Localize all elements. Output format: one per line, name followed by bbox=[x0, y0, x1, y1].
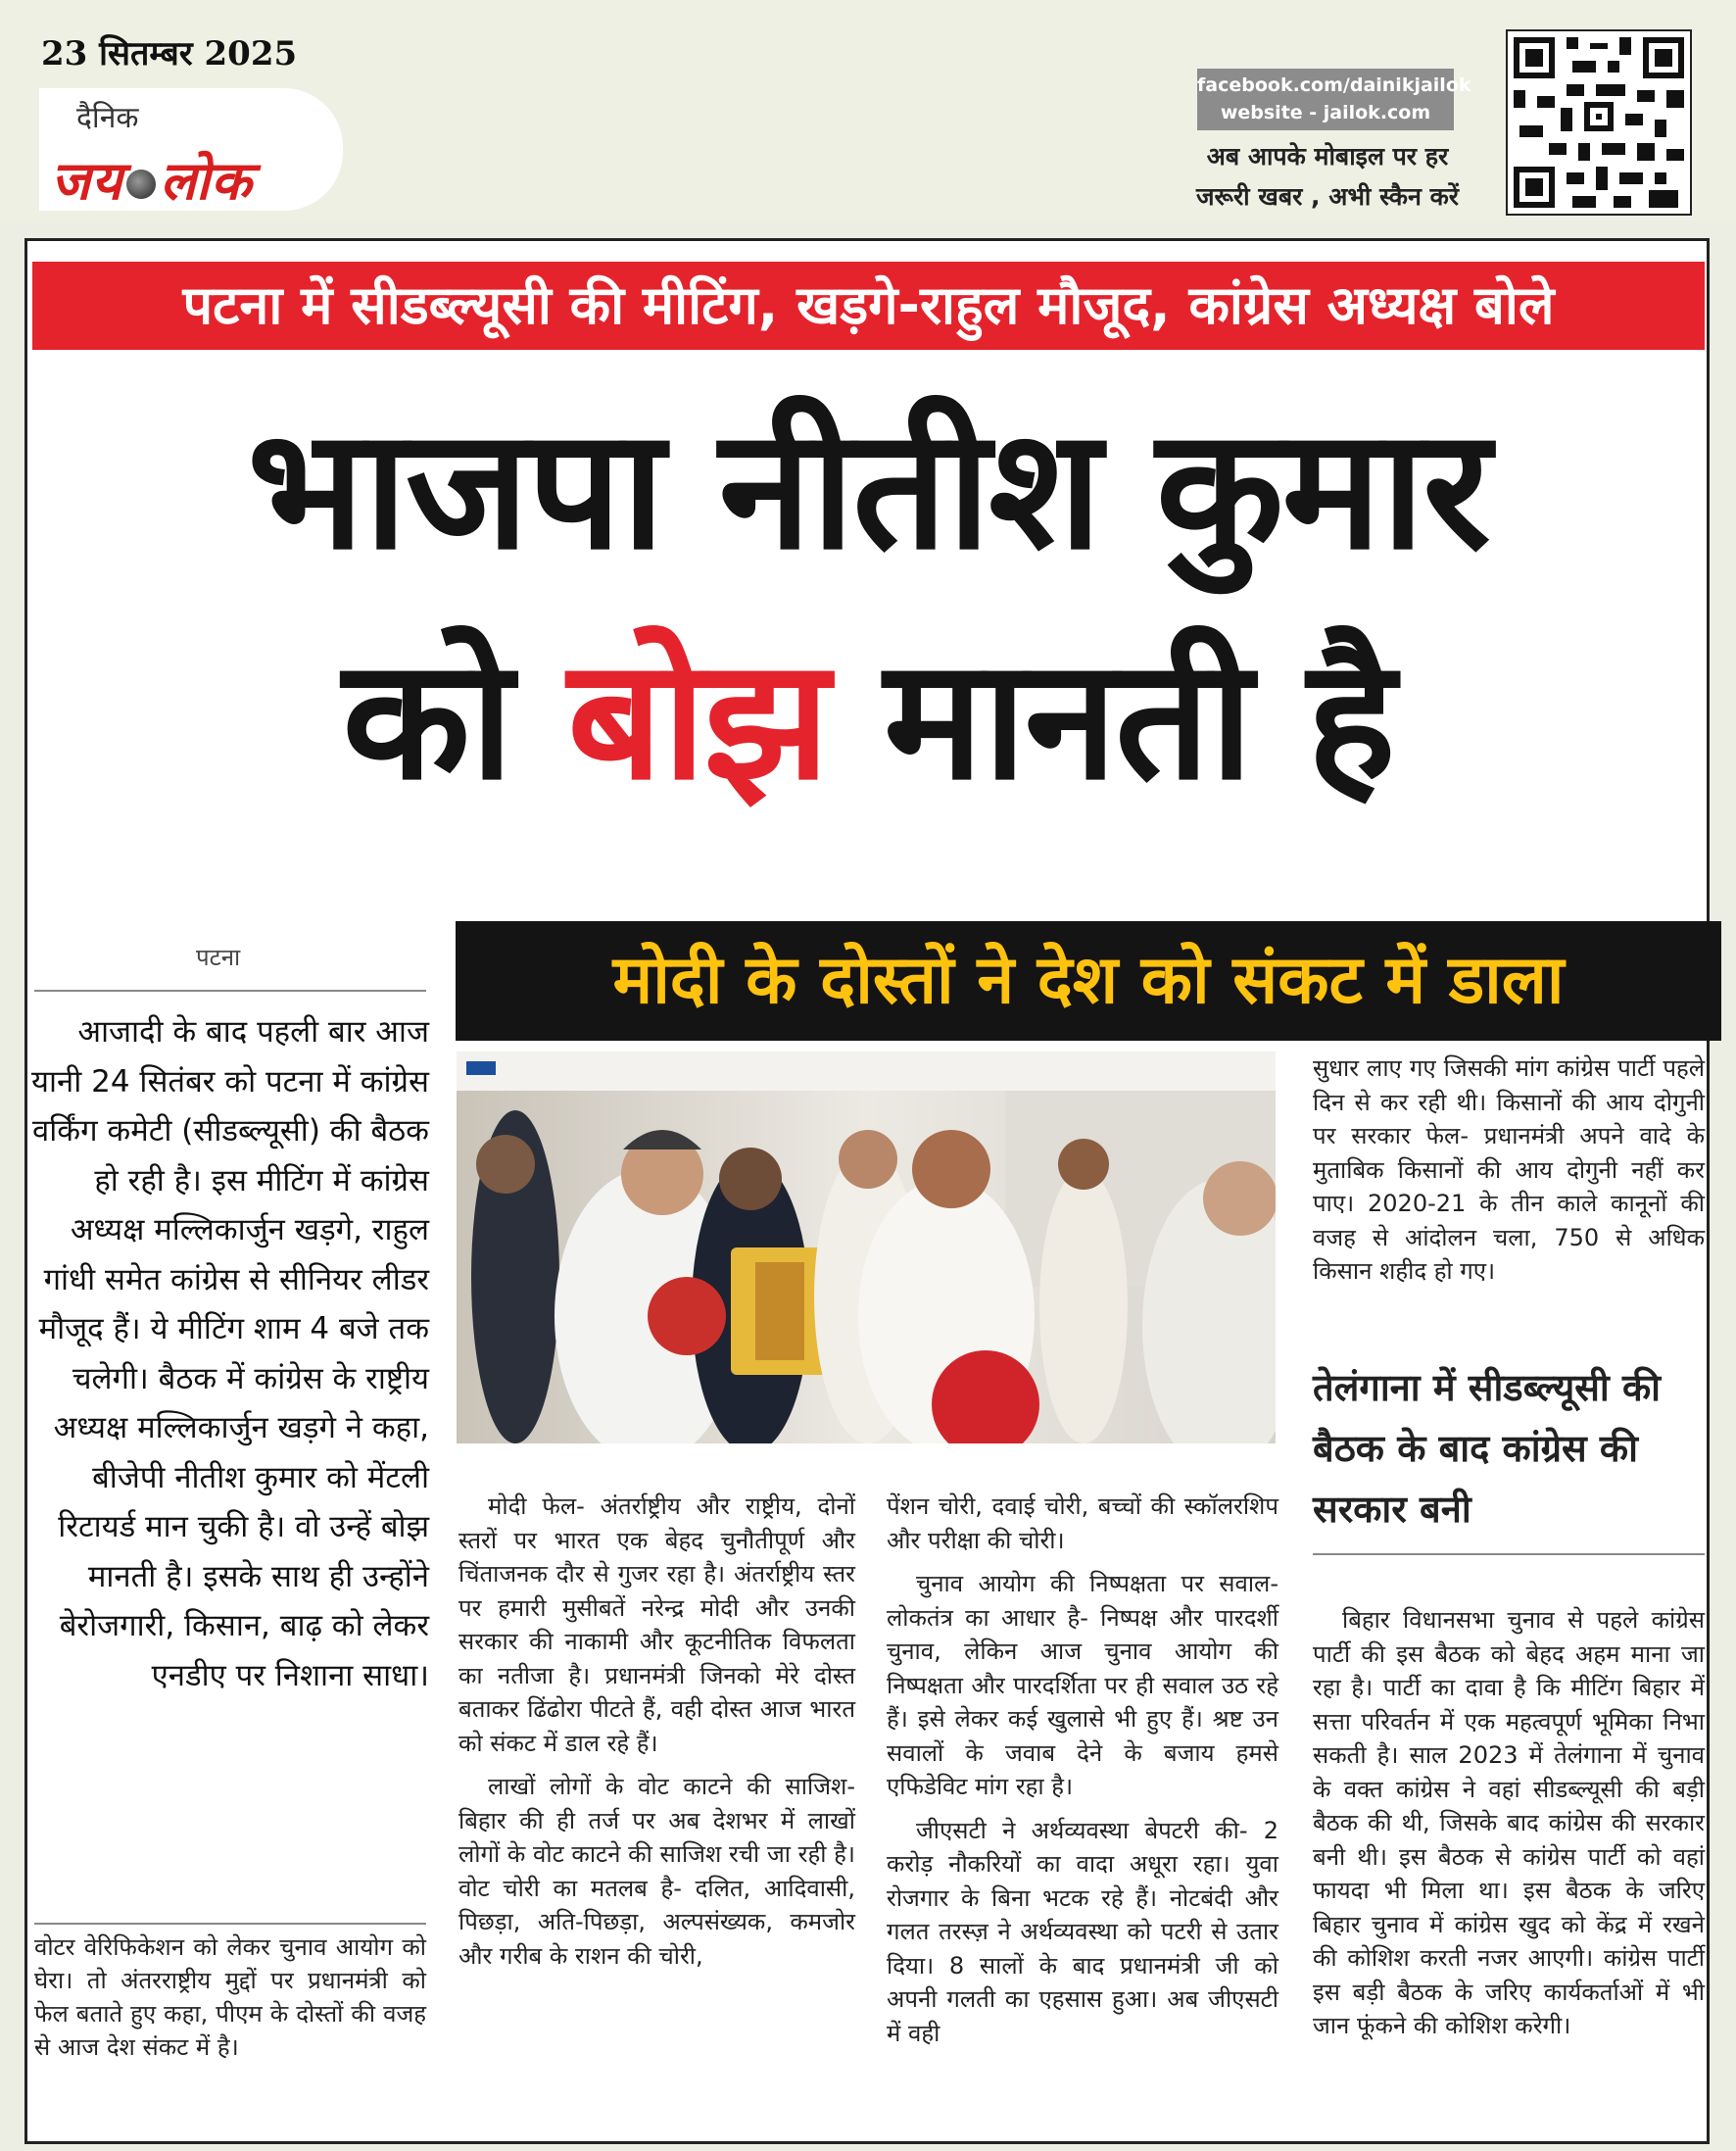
headline-word: को bbox=[342, 623, 512, 817]
logo-word-right: लोक bbox=[160, 150, 253, 212]
scan-prompt-line1: अब आपके मोबाइल पर हर bbox=[1206, 142, 1449, 171]
qr-code-icon[interactable] bbox=[1506, 29, 1692, 216]
paragraph: जीएसटी ने अर्थव्यवस्था बेपटरी की- 2 करोड़ नौकरियों का वादा अधूरा रहा। युवा रोजगार के बिना भटक रहे हैं। नोटबंदी और गलत तरस्ज़ ने अर्थव्यवस्था को पटरी से उतार दिया। 8 सालों के बाद प्रधानमंत्री जी को अपनी गलती का एहसास हुआ। अब जीएसटी में वही bbox=[887, 1816, 1278, 2047]
headline-highlight: बोझ bbox=[567, 623, 828, 817]
divider bbox=[34, 1923, 426, 1925]
logo-tagline: दैनिक bbox=[76, 101, 139, 135]
website-link[interactable]: website - jailok.com bbox=[1220, 102, 1431, 123]
paragraph: मोदी फेल- अंतर्राष्ट्रीय और राष्ट्रीय, दोनों स्तरों पर भारत एक बेहद चुनौतीपूर्ण और चिंताजनक दौर से गुजर रहा है। अंतर्राष्ट्रीय स्तर पर हमारी मुसीबतें नरेन्द्र मोदी और उनकी सरकार की नाकामी और कूटनीतिक विफलता का नतीजा है। प्रधानमंत्री जिनको मेरे दोस्त बताकर ढिंढोरा पीटते हैं, वही दोस्त आज भारत को संकट में डाल रहे हैं। bbox=[458, 1492, 855, 1757]
newspaper-logo bbox=[51, 142, 252, 215]
logo-word-left: जय bbox=[51, 150, 123, 212]
divider bbox=[1313, 1553, 1705, 1555]
headline-line1: भाजपा नीतीश कुमार bbox=[247, 393, 1489, 587]
globe-logo-icon bbox=[126, 170, 156, 199]
paragraph: सुधार लाए गए जिसकी मांग कांग्रेस पार्टी पहले दिन से कर रही थी। किसानों की आय दोगुनी पर सरकार फेल- प्रधानमंत्री अपने वादे के मुताबिक किसानों की आय दोगुनी नहीं कर पाए। 2020-21 के तीन काले कानूनों की वजह से आंदोलन चला, 750 से अधिक किसान शहीद हो गए। bbox=[1313, 1054, 1705, 1285]
news-photo bbox=[457, 1051, 1276, 1443]
kicker-banner: पटना में सीडब्ल्यूसी की मीटिंग, खड़गे-राहुल मौजूद, कांग्रेस अध्यक्ष बोले bbox=[32, 262, 1705, 350]
headline-word: मानती है bbox=[884, 623, 1394, 817]
lead-paragraph: आजादी के बाद पहली बार आज यानी 24 सितंबर को पटना में कांग्रेस वर्किंग कमेटी (सीडब्ल्यूसी) की बैठक हो रही है। इस मीटिंग में कांग्रेस अध्यक्ष मल्लिकार्जुन खड़गे, राहुल गांधी समेत कांग्रेस से सीनियर लीडर मौजूद हैं। ये मीटिंग शाम 4 बजे तक चलेगी। बैठक में कांग्रेस के राष्ट्रीय अध्यक्ष मल्लिकार्जुन खड़गे ने कहा, बीजेपी नीतीश कुमार को मेंटली रिटायर्ड मान चुकी है। वो उन्हें बोझ मानती है। इसके साथ ही उन्होंने बेरोजगारी, किसान, बाढ़ को लेकर एनडीए पर निशाना साधा। bbox=[31, 1014, 429, 1693]
article-column-4-continued bbox=[1313, 1603, 1705, 2053]
facebook-link[interactable]: facebook.com/dainikjailok bbox=[1197, 74, 1471, 96]
article-column-2 bbox=[458, 1490, 855, 1982]
paragraph: लाखों लोगों के वोट काटने की साजिश- बिहार की ही तर्ज पर अब देशभर में लाखों लोगों के वोट काटने की साजिश रची जा रही है। वोट चोरी का मतलब है- दलित, आदिवासी, पिछड़ा, अति-पिछड़ा, अल्पसंख्यक, कमजोर और गरीब के राशन की चोरी, bbox=[458, 1773, 855, 1970]
dateline: पटना bbox=[196, 944, 241, 971]
social-links bbox=[1197, 69, 1471, 130]
lead-note: वोटर वेरिफिकेशन को लेकर चुनाव आयोग को घेरा। तो अंतरराष्ट्रीय मुद्दों पर प्रधानमंत्री को फेल बताते हुए कहा, पीएम के दोस्तों की वजह से आज देश संकट में है। bbox=[34, 1933, 426, 2061]
paragraph: पेंशन चोरी, दवाई चोरी, बच्चों की स्कॉलरशिप और परीक्षा की चोरी। bbox=[887, 1492, 1278, 1554]
scan-prompt-line2: जरूरी खबर , अभी स्कैन करें bbox=[1195, 182, 1460, 211]
paragraph: चुनाव आयोग की निष्पक्षता पर सवाल- लोकतंत्र का आधार है- निष्पक्ष और पारदर्शी चुनाव, लेकिन आज चुनाव आयोग की निष्पक्षता और पारदर्शिता पर ही सवाल उठ रहे हैं। इसे लेकर कई खुलासे भी हुए हैं। श्रष्ट उन सवालों के जवाब देने के बजाय हमसे एफिडेविट मांग रहा है। bbox=[887, 1570, 1278, 1800]
issue-date: 23 सितम्बर 2025 bbox=[41, 34, 298, 73]
article-column-4 bbox=[1313, 1051, 1705, 1298]
divider bbox=[34, 990, 426, 992]
headline-line2 bbox=[29, 623, 1707, 817]
section-subheading: तेलंगाना में सीडब्ल्यूसी की बैठक के बाद कांग्रेस की सरकार बनी bbox=[1313, 1366, 1662, 1531]
article-column-3 bbox=[887, 1490, 1278, 2060]
paragraph: बिहार विधानसभा चुनाव से पहले कांग्रेस पार्टी की इस बैठक को बेहद अहम माना जा रहा है। पार्टी का दावा है कि मीटिंग बिहार में सत्ता परिवर्तन में एक महत्वपूर्ण भूमिका निभा सकती है। साल 2023 में तेलंगाना में चुनाव के वक्त कांग्रेस ने वहां सीडब्ल्यूसी की बड़ी बैठक की थी, जिसके बाद कांग्रेस की सरकार बनी थी। इस बैठक से कांग्रेस पार्टी को वहां फायदा भी मिला था। इस बैठक के जरिए बिहार चुनाव में कांग्रेस खुद को केंद्र में रखने की कोशिश करती नजर आएगी। कांग्रेस पार्टी इस बड़ी बैठक के जरिए कार्यकर्ताओं में भी जान फूंकने की कोशिश करेगी। bbox=[1313, 1606, 1705, 2039]
subheadline-banner: मोदी के दोस्तों ने देश को संकट में डाला bbox=[456, 921, 1721, 1041]
